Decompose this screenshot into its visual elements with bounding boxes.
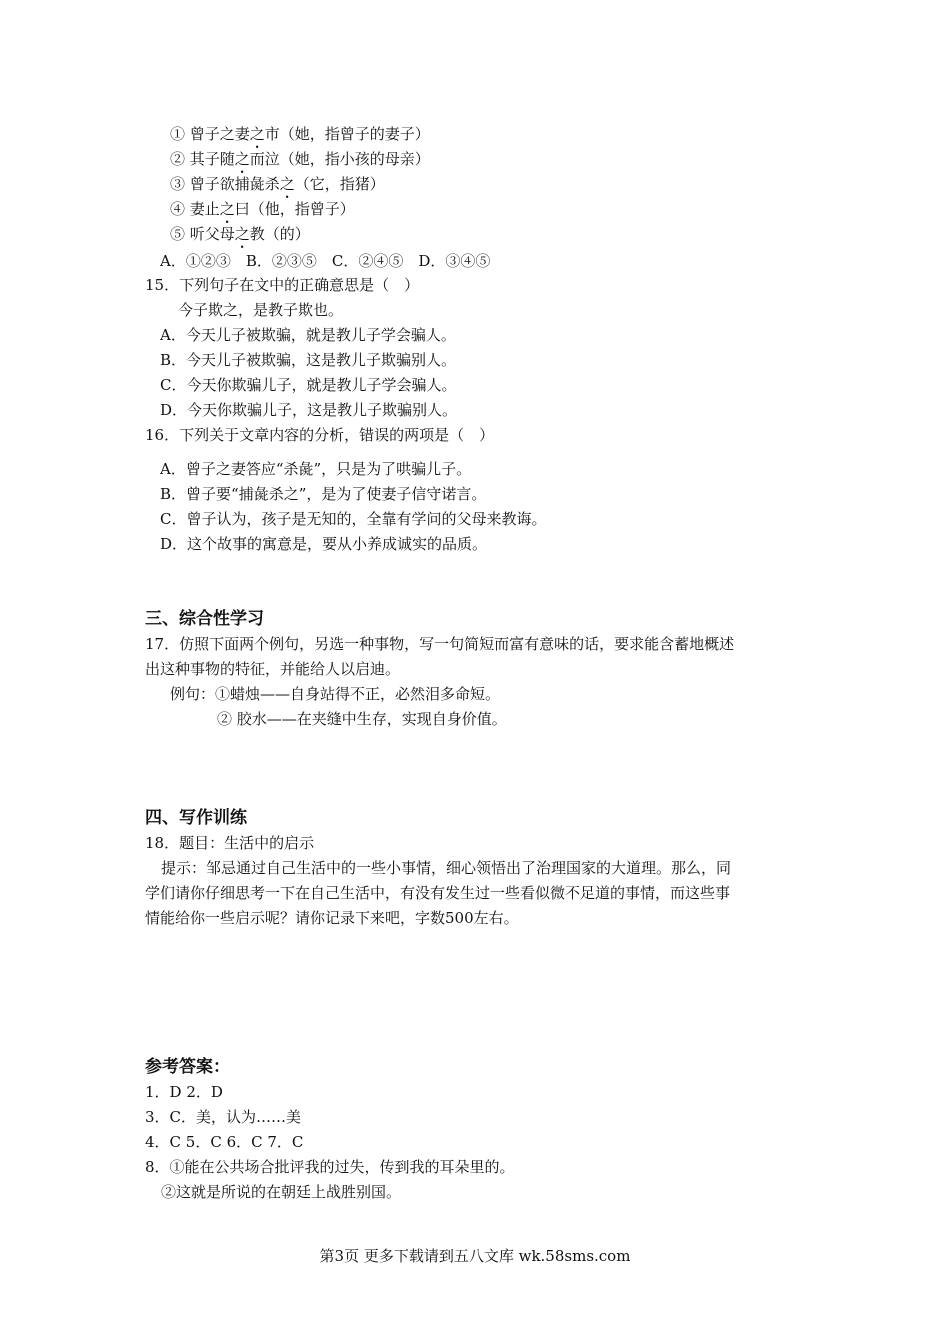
section-heading-3: 三、综合性学习 [145, 609, 264, 629]
q14-item-2: ② 其子随之而泣（她，指小孩的母亲） [170, 150, 430, 168]
q16-stem: 16．下列关于文章内容的分析，错误的两项是（ ） [145, 426, 495, 444]
q17-line-2: 出这种事物的特征，并能给人以启迪。 [145, 660, 401, 678]
q15-sentence: 今子欺之，是教子欺也。 [178, 301, 344, 319]
q15-option-a: A．今天儿子被欺骗，就是教儿子学会骗人。 [160, 326, 456, 344]
emphasized-char: 之 [219, 200, 235, 218]
q18-hint-line-1: 提示：邹忌通过自己生活中的一些小事情，细心领悟出了治理国家的大道理。那么，同 [161, 859, 732, 877]
q14-options: A．①②③ B．②③⑤ C．②④⑤ D．③④⑤ [160, 252, 491, 270]
answer-line-1: 1．D 2．D [145, 1083, 223, 1101]
answers-heading: 参考答案： [145, 1057, 230, 1077]
answer-line-3: 4．C 5．C 6．C 7．C [145, 1133, 304, 1151]
q16-option-b: B．曾子要“捕彘杀之”，是为了使妻子信守诺言。 [160, 485, 487, 503]
q15-option-b: B．今天儿子被欺骗，这是教儿子欺骗别人。 [160, 351, 457, 369]
answer-line-5: ②这就是所说的在朝廷上战胜别国。 [161, 1183, 402, 1201]
answer-line-2: 3．C．美，认为……美 [145, 1108, 302, 1126]
q18-hint-line-2: 学们请你仔细思考一下在自己生活中，有没有发生过一些看似微不足道的事情，而这些事 [145, 884, 731, 902]
emphasized-char: 之 [249, 125, 265, 143]
q15-option-d: D．今天你欺骗儿子，这是教儿子欺骗别人。 [160, 401, 458, 419]
q15-option-c: C．今天你欺骗儿子，就是教儿子学会骗人。 [160, 376, 457, 394]
q14-item-5: ⑤ 听父母之教（的） [170, 225, 310, 243]
q17-example-1: 例句：①蜡烛——自身站得不正，必然泪多命短。 [170, 685, 501, 703]
page-footer: 第3页 更多下载请到五八文库 wk.58sms.com [319, 1247, 631, 1265]
q18-title: 18．题目：生活中的启示 [145, 834, 315, 852]
q14-item-4: ④ 妻止之曰（他，指曾子） [170, 200, 355, 218]
q17-line-1: 17．仿照下面两个例句，另选一种事物，写一句简短而富有意味的话，要求能含蓄地概述 [145, 635, 735, 653]
emphasized-char: 之 [279, 175, 295, 193]
q14-item-1: ① 曾子之妻之市（她，指曾子的妻子） [170, 125, 430, 143]
q15-stem: 15．下列句子在文中的正确意思是（ ） [145, 276, 420, 294]
q16-option-a: A．曾子之妻答应“杀彘”，只是为了哄骗儿子。 [160, 460, 472, 478]
q16-option-d: D．这个故事的寓意是，要从小养成诚实的品质。 [160, 535, 488, 553]
q17-example-2: ② 胶水——在夹缝中生存，实现自身价值。 [217, 710, 507, 728]
emphasized-char: 之 [234, 225, 250, 243]
q18-hint-line-3: 情能给你一些启示呢？请你记录下来吧，字数500左右。 [145, 909, 519, 927]
section-heading-4: 四、写作训练 [145, 808, 247, 828]
q16-option-c: C．曾子认为，孩子是无知的，全靠有学问的父母来教诲。 [160, 510, 547, 528]
emphasized-char: 之 [234, 150, 250, 168]
answer-line-4: 8．①能在公共场合批评我的过失，传到我的耳朵里的。 [145, 1158, 515, 1176]
q14-item-3: ③ 曾子欲捕彘杀之（它，指猪） [170, 175, 385, 193]
